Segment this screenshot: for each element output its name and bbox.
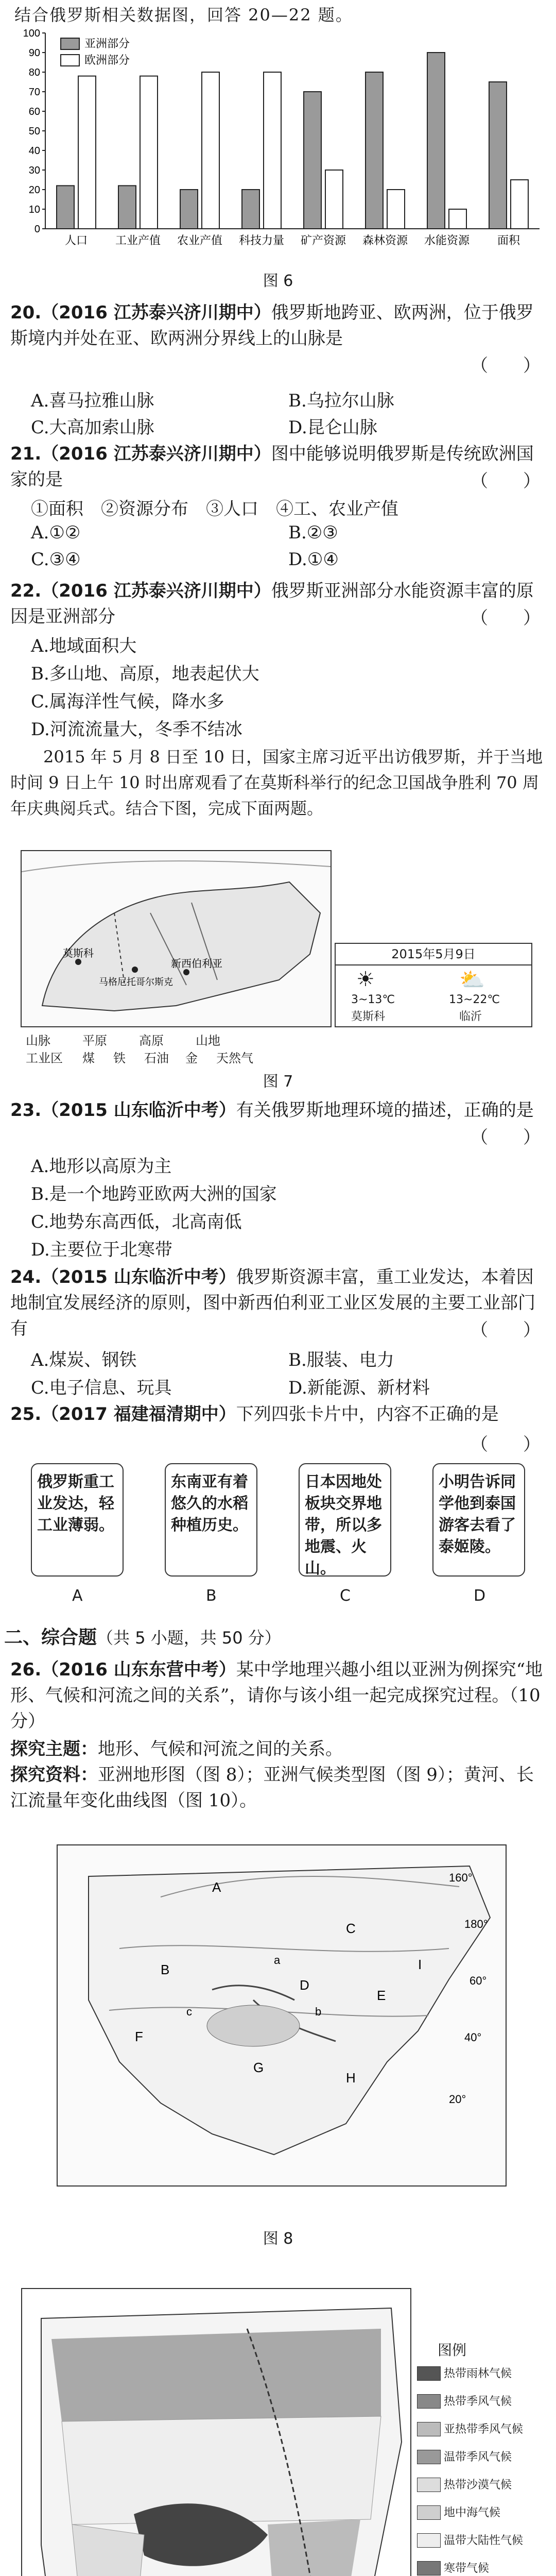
- legend-mountain-land: 山地: [196, 1033, 220, 1048]
- map-label-b: B: [161, 1962, 170, 1977]
- card-b-label: B: [206, 1587, 217, 1605]
- option-c: C.大高加索山脉: [31, 417, 154, 438]
- legend-label: 热带季风气候: [444, 2395, 512, 2408]
- question-20: [10, 300, 546, 351]
- legend-label: 欧洲部分: [84, 54, 130, 66]
- map-label-i: I: [418, 1957, 422, 1972]
- legend-item: [417, 2532, 523, 2548]
- x-tick-label: 工业产值: [115, 234, 161, 247]
- weather-forecast-box: [335, 943, 532, 1027]
- figure-8-caption: 图 8: [263, 2230, 293, 2248]
- y-tick-label: 0: [34, 224, 40, 235]
- map-label-g: G: [253, 2060, 264, 2075]
- lat-label-40: 40°: [464, 2031, 482, 2044]
- y-tick-label: 60: [28, 106, 40, 117]
- card-c: 日本因地处板块交界地带，所以多地震、火山。: [299, 1463, 391, 1577]
- section-subtitle: （共 5 小题，共 50 分）: [97, 1628, 281, 1648]
- map-label-river-c: c: [186, 2005, 192, 2018]
- map-label-novosibirsk: 新西伯利亚: [171, 958, 222, 970]
- legend-mountains: 山脉: [26, 1033, 50, 1048]
- question-text: 俄罗斯资源丰富，重工业发达，本着因地制宜发展经济的原则，图中新西伯利亚工业区发展的主要工业部门有: [10, 1267, 535, 1339]
- section-title: 二、综合题: [4, 1627, 97, 1648]
- card-a-label: A: [72, 1587, 83, 1605]
- option-c: C.地势东高西低，北高南低: [31, 1212, 242, 1232]
- map-label-river-a: a: [274, 1954, 281, 1967]
- option-c: C.③④: [31, 549, 81, 570]
- legend-plain: 平原: [82, 1033, 107, 1048]
- answer-parentheses: （ ）: [471, 471, 541, 492]
- legend-item: [417, 2393, 512, 2409]
- card-d: 小明告诉同学他到泰国游客去看了泰姬陵。: [432, 1463, 525, 1577]
- weather-moscow-temp: 3~13℃: [351, 993, 395, 1006]
- bar-asia: [366, 72, 383, 229]
- figure-7-caption: 图 7: [263, 1073, 293, 1091]
- question-text: 下列四张卡片中，内容不正确的是: [236, 1404, 499, 1425]
- question-text: 俄罗斯地跨亚、欧两洲，位于俄罗斯境内并处在亚、欧两洲分界线上的山脉是: [10, 302, 534, 349]
- option-a: A.喜马拉雅山脉: [31, 391, 154, 411]
- legend-industrial-zone: 工业区: [26, 1051, 63, 1065]
- legend-swatch: [417, 2478, 441, 2492]
- question-24: [10, 1264, 546, 1342]
- legend-swatch: [417, 2561, 441, 2575]
- inquiry-material-text: 亚洲地形图（图 8）；亚洲气候类型图（图 9）；黄河、长江流量年变化曲线图（图 10）。: [10, 1765, 534, 1811]
- legend-item: [417, 2560, 489, 2575]
- figure-6-bar-chart: [9, 23, 547, 249]
- legend-swatch: [417, 2366, 441, 2381]
- legend-oil: 石油: [144, 1051, 169, 1065]
- bar-asia: [242, 190, 259, 229]
- sun-icon: ☀: [356, 968, 375, 991]
- bar-asia: [118, 185, 136, 229]
- reading-passage: 2015 年 5 月 8 日至 10 日，国家主席习近平出访俄罗斯，并于当地时间 9 日上午 10 时出席观看了在莫斯科举行的纪念卫国战争胜利 70 周年庆典阅兵式。结合下图，完成下面两题。: [10, 747, 543, 818]
- question-number: 20.: [10, 302, 42, 323]
- y-tick-label: 90: [28, 47, 40, 59]
- figure-8-asia-terrain-map: [57, 1844, 507, 2187]
- section-heading: [4, 1623, 281, 1649]
- option-b: B.乌拉尔山脉: [288, 391, 394, 411]
- bar-europe: [387, 190, 405, 229]
- y-tick-label: 70: [28, 87, 40, 98]
- map-label-moscow: 莫斯科: [63, 948, 94, 959]
- legend-item: [417, 2420, 523, 2436]
- answer-parentheses: （ ）: [471, 355, 541, 376]
- option-d: D.主要位于北寒带: [31, 1240, 172, 1260]
- bar-europe: [325, 170, 343, 229]
- map-label-d: D: [300, 1977, 309, 1993]
- question-source: （2017 福建福清期中）: [41, 1404, 236, 1425]
- question-text: 有关俄罗斯地理环境的描述，正确的是: [236, 1100, 534, 1121]
- lon-label-160: 160°: [449, 1871, 473, 1884]
- map-label-e: E: [377, 1988, 386, 2003]
- weather-moscow-city: 莫斯科: [351, 1010, 386, 1023]
- legend-gold: 金: [185, 1051, 198, 1065]
- question-source: （2016 山东东营中考）: [41, 1659, 236, 1680]
- bar-asia: [489, 82, 507, 229]
- figure-9-asia-climate-map: [21, 2287, 535, 2576]
- bar-asia: [57, 185, 74, 229]
- legend-swatch: [417, 2394, 441, 2409]
- question-text: 图中能够说明俄罗斯是传统欧洲国家的是: [10, 444, 534, 490]
- map-label-h: H: [346, 2070, 356, 2086]
- x-tick-label: 水能资源: [424, 234, 470, 247]
- option-c: C.属海洋性气候，降水多: [31, 691, 224, 712]
- legend-item: [417, 2365, 512, 2381]
- map-label-a: A: [212, 1879, 221, 1895]
- question-22: [10, 578, 546, 630]
- option-a: A.地域面积大: [31, 636, 137, 656]
- bar-europe: [449, 209, 466, 229]
- y-tick-label: 20: [28, 184, 40, 196]
- question-source: （2016 江苏泰兴济川期中）: [41, 302, 271, 323]
- question-text: 某中学地理兴趣小组以亚洲为例探究“地形、气候和河流之间的关系”，请你与该小组一起完成探究过程。（10 分）: [10, 1659, 543, 1732]
- map-label-magnitogorsk: 马格尼托哥尔斯克: [99, 977, 173, 987]
- x-tick-label: 人口: [64, 234, 88, 247]
- question-items: ①面积 ②资源分布 ③人口 ④工、农业产值: [31, 499, 398, 519]
- legend-label: 温带季风气候: [444, 2451, 512, 2464]
- asia-climate-drawing: [21, 2287, 412, 2576]
- legend-item: [417, 2504, 500, 2520]
- lat-label-60: 60°: [470, 1974, 487, 1987]
- inquiry-topic-label: 探究主题：: [10, 1739, 98, 1759]
- legend-swatch: [417, 2422, 441, 2436]
- legend-coal: 煤: [82, 1051, 95, 1065]
- figure-7-legend: [21, 1029, 329, 1065]
- x-tick-label: 矿产资源: [300, 234, 346, 247]
- legend-label: 热带沙漠气候: [444, 2479, 512, 2492]
- x-tick-label: 农业产值: [177, 234, 223, 247]
- legend-label: 亚洲部分: [84, 37, 130, 50]
- option-b: B.②③: [288, 522, 338, 543]
- weather-date: 2015年5月9日: [336, 944, 531, 965]
- question-source: （2016 江苏泰兴济川期中）: [41, 581, 271, 601]
- option-b: B.多山地、高原，地表起伏大: [31, 664, 259, 684]
- x-tick-label: 科技力量: [238, 234, 285, 247]
- legend-swatch: [61, 38, 79, 49]
- legend-swatch: [417, 2505, 441, 2520]
- answer-parentheses: （ ）: [471, 1127, 541, 1148]
- y-tick-label: 100: [23, 28, 40, 39]
- inquiry-topic: [10, 1736, 546, 1762]
- inquiry-topic-text: 地形、气候和河流之间的关系。: [98, 1739, 343, 1759]
- legend-label: 温带大陆性气候: [444, 2534, 524, 2547]
- legend-label: 亚热带季风气候: [444, 2423, 524, 2436]
- question-number: 24.: [10, 1267, 42, 1287]
- answer-parentheses: （ ）: [471, 608, 541, 629]
- figure-6-caption: 图 6: [263, 272, 293, 290]
- y-tick-label: 80: [28, 67, 40, 78]
- legend-natural-gas: 天然气: [216, 1051, 253, 1065]
- question-23: [10, 1097, 546, 1123]
- option-a: A.地形以高原为主: [31, 1156, 172, 1177]
- bar-europe: [202, 72, 219, 229]
- figure-9-legend: [417, 2339, 533, 2576]
- option-c: C.电子信息、玩具: [31, 1378, 172, 1398]
- weather-linyi-city: 临沂: [459, 1010, 482, 1023]
- asia-terrain-drawing: [58, 1845, 506, 2185]
- bar-asia: [304, 92, 321, 229]
- question-number: 23.: [10, 1100, 42, 1121]
- legend-label: 热带雨林气候: [444, 2367, 512, 2380]
- y-tick-label: 30: [28, 165, 40, 176]
- lat-label-20: 20°: [449, 2093, 466, 2106]
- option-d: D.①④: [288, 549, 339, 570]
- legend-label: 寒带气候: [444, 2562, 490, 2575]
- question-number: 21.: [10, 444, 42, 464]
- legend-iron: 铁: [113, 1051, 126, 1065]
- y-tick-label: 40: [28, 145, 40, 157]
- answer-parentheses: （ ）: [471, 1434, 541, 1455]
- card-b: 东南亚有着悠久的水稻种植历史。: [165, 1463, 257, 1577]
- option-d: D.昆仑山脉: [288, 417, 377, 438]
- bar-europe: [78, 76, 96, 229]
- legend-title: 图例: [438, 2342, 467, 2359]
- map-label-river-b: b: [315, 2005, 322, 2018]
- bar-europe: [511, 180, 528, 229]
- russia-map-drawing: [22, 851, 331, 1026]
- question-source: （2015 山东临沂中考）: [41, 1267, 236, 1287]
- legend-item: [417, 2448, 512, 2464]
- intro-text: 结合俄罗斯相关数据图，回答 20—22 题。: [14, 5, 353, 25]
- x-tick-label: 森林资源: [362, 234, 408, 247]
- card-c-label: C: [340, 1587, 351, 1605]
- option-b: B.是一个地跨亚欧两大洲的国家: [31, 1184, 277, 1205]
- option-a: A.①②: [31, 522, 81, 543]
- legend-swatch: [61, 55, 79, 66]
- legend-swatch: [417, 2533, 441, 2548]
- question-source: （2016 江苏泰兴济川期中）: [41, 444, 271, 464]
- map-label-c: C: [346, 1921, 356, 1936]
- lon-label-180: 180°: [464, 1918, 488, 1930]
- question-number: 25.: [10, 1404, 42, 1425]
- legend-label: 地中海气候: [444, 2506, 501, 2519]
- legend-swatch: [417, 2450, 441, 2464]
- bar-europe: [264, 72, 281, 229]
- y-tick-label: 10: [28, 204, 40, 215]
- x-tick-label: 面积: [497, 234, 520, 247]
- question-number: 22.: [10, 581, 42, 601]
- inquiry-material: [10, 1762, 546, 1814]
- bar-asia: [427, 53, 445, 229]
- question-text: 俄罗斯亚洲部分水能资源丰富的原因是亚洲部分: [10, 581, 534, 627]
- bar-asia: [180, 190, 198, 229]
- bar-europe: [140, 76, 158, 229]
- option-a: A.煤炭、钢铁: [31, 1350, 137, 1370]
- legend-plateau: 高原: [139, 1033, 164, 1048]
- option-d: D.新能源、新材料: [288, 1378, 430, 1398]
- figure-7-russia-map: [21, 850, 332, 1027]
- answer-parentheses: （ ）: [471, 1320, 541, 1341]
- y-tick-label: 50: [28, 126, 40, 137]
- option-b: B.服装、电力: [288, 1350, 394, 1370]
- question-number: 26.: [10, 1659, 42, 1680]
- card-d-label: D: [474, 1587, 486, 1605]
- weather-linyi-temp: 13~22℃: [449, 993, 500, 1006]
- option-d: D.河流流量大，冬季不结冰: [31, 719, 242, 740]
- question-25: [10, 1401, 546, 1427]
- legend-item: [417, 2476, 512, 2492]
- card-a: 俄罗斯重工业发达，轻工业薄弱。: [31, 1463, 124, 1577]
- question-source: （2015 山东临沂中考）: [41, 1100, 236, 1121]
- map-label-f: F: [135, 2029, 143, 2044]
- inquiry-material-label: 探究资料：: [10, 1765, 98, 1785]
- question-21: [10, 441, 546, 493]
- cloud-sun-icon: ⛅: [459, 968, 485, 992]
- question-26: [10, 1657, 546, 1734]
